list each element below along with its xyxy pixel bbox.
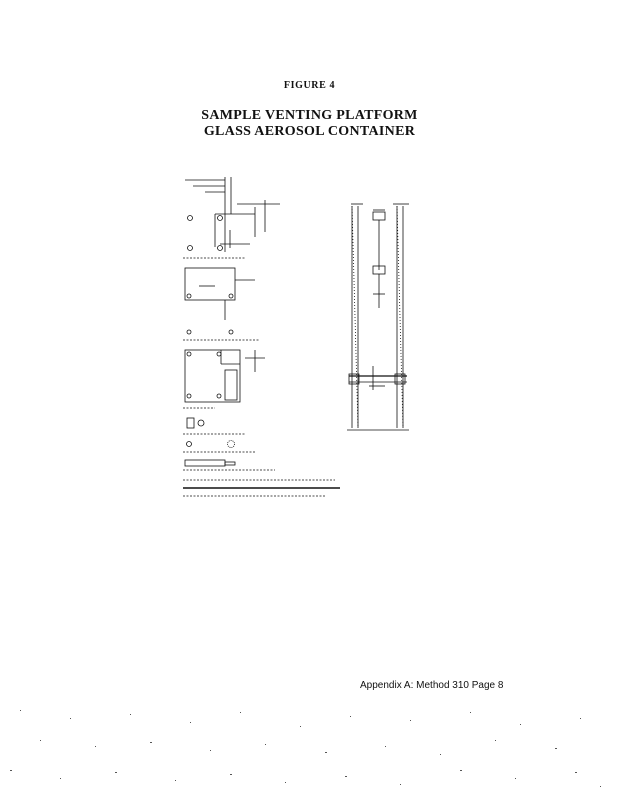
- figure-label: FIGURE 4: [283, 80, 336, 91]
- page-footer: Appendix A: Method 310 Page 8: [360, 680, 504, 691]
- assembly-drawing: [345, 190, 415, 435]
- figure-title-line1: SAMPLE VENTING PLATFORM: [201, 108, 418, 123]
- figure-title-line2: GLASS AEROSOL CONTAINER: [203, 124, 416, 139]
- scan-noise: [0, 700, 619, 800]
- parts-drawing: [175, 172, 345, 507]
